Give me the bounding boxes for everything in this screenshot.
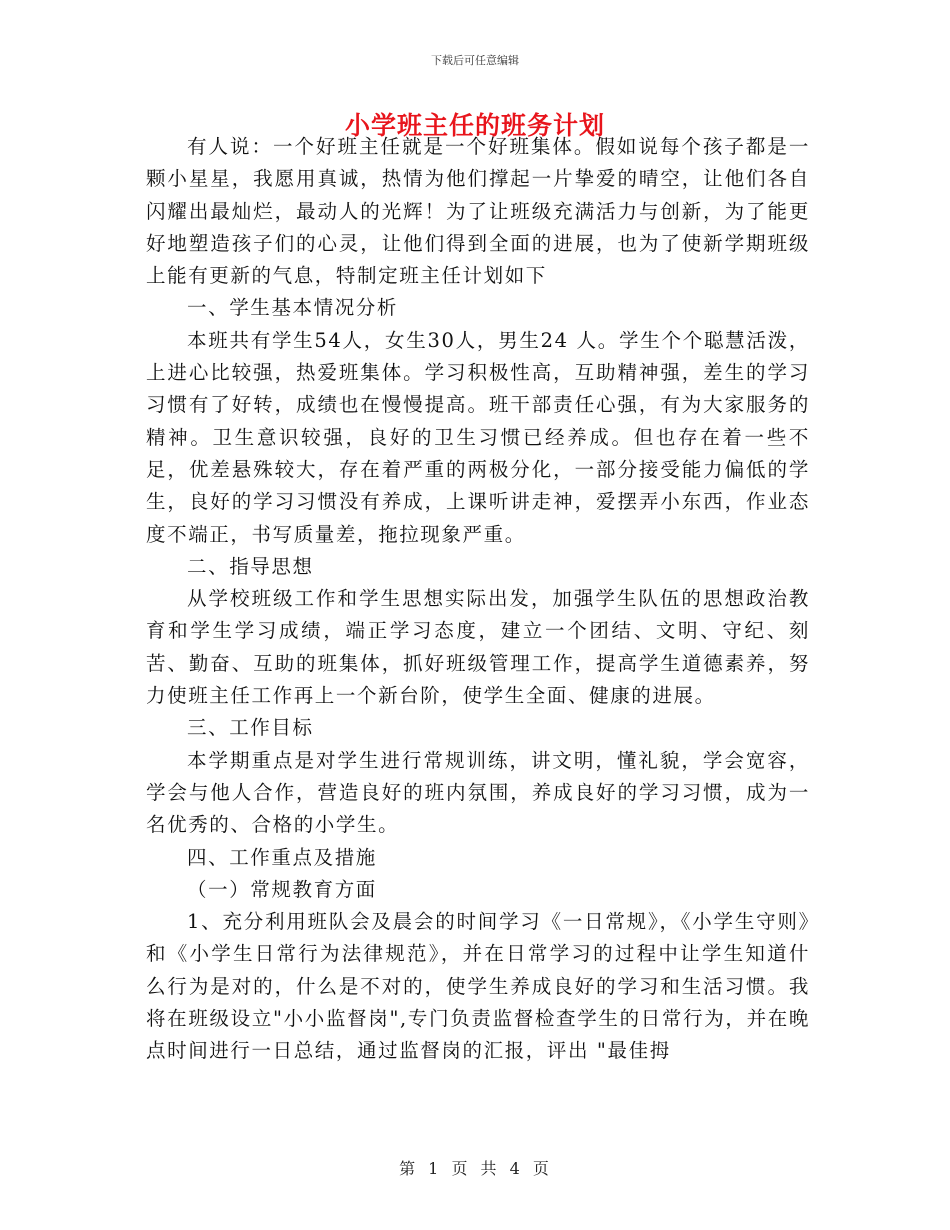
- subsection-heading-1: （一）常规教育方面: [187, 877, 377, 901]
- document-body: [146, 131, 810, 1068]
- header-note: 下载后可任意编辑: [431, 54, 519, 67]
- paragraph-guiding-thought: 从学校班级工作和学生思想实际出发，加强学生队伍的思想政治教育和学生学习成绩，端正学习态度，建立一个团结、文明、守纪、刻苦、勤奋、互助的班集体，抓好班级管理工作，提高学生道德素养，努力使班主任工作再上一个新台阶，使学生全面、健康的进展。: [146, 587, 810, 708]
- paragraph-work-goal: 本学期重点是对学生进行常规训练，讲文明，懂礼貌，学会宽容，学会与他人合作，营造良好的班内氛围，养成良好的学习习惯，成为一名优秀的、合格的小学生。: [146, 748, 810, 837]
- paragraph-student-analysis: 本班共有学生54人，女生30人，男生24 人。学生个个聪慧活泼，上进心比较强，热爱班集体。学习积极性高，互助精神强，差生的学习习惯有了好转，成绩也在慢慢提高。班干部责任心强，有为大家服务的精神。卫生意识较强，良好的卫生习惯已经养成。但也存在着一些不足，优差悬殊较大，存在着严重的两极分化，一部分接受能力偏低的学生，良好的学习习惯没有养成，上课听讲走神，爱摆弄小东西，作业态度不端正，书写质量差，拖拉现象严重。: [146, 328, 810, 546]
- section-heading-1: 一、学生基本情况分析: [187, 296, 399, 320]
- document-title: 小学班主任的班务计划: [344, 111, 605, 140]
- paragraph-routine-education: 1、充分利用班队会及晨会的时间学习《一日常规》，《小学生守则》和《小学生日常行为法律规范》，并在日常学习的过程中让学生知道什么行为是对的，什么是不对的，使学生养成良好的学习和生活习惯。我将在班级设立"小小监督岗",专门负责监督检查学生的日常行为，并在晚点时间进行一日总结，通过监督岗的汇报，评出 "最佳拇: [146, 910, 810, 1063]
- paragraph-intro: 有人说：一个好班主任就是一个好班集体。假如说每个孩子都是一颗小星星，我愿用真诚，热情为他们撑起一片挚爱的晴空，让他们各自闪耀出最灿烂，最动人的光辉！为了让班级充满活力与创新，为了能更好地塑造孩子们的心灵，让他们得到全面的进展，也为了使新学期班级上能有更新的气息，特制定班主任计划如下: [146, 135, 810, 288]
- section-heading-2: 二、指导思想: [187, 554, 314, 578]
- section-heading-4: 四、工作重点及措施: [187, 845, 377, 869]
- page-footer: 第 1 页 共 4 页: [399, 1159, 551, 1178]
- section-heading-3: 三、工作目标: [187, 716, 314, 740]
